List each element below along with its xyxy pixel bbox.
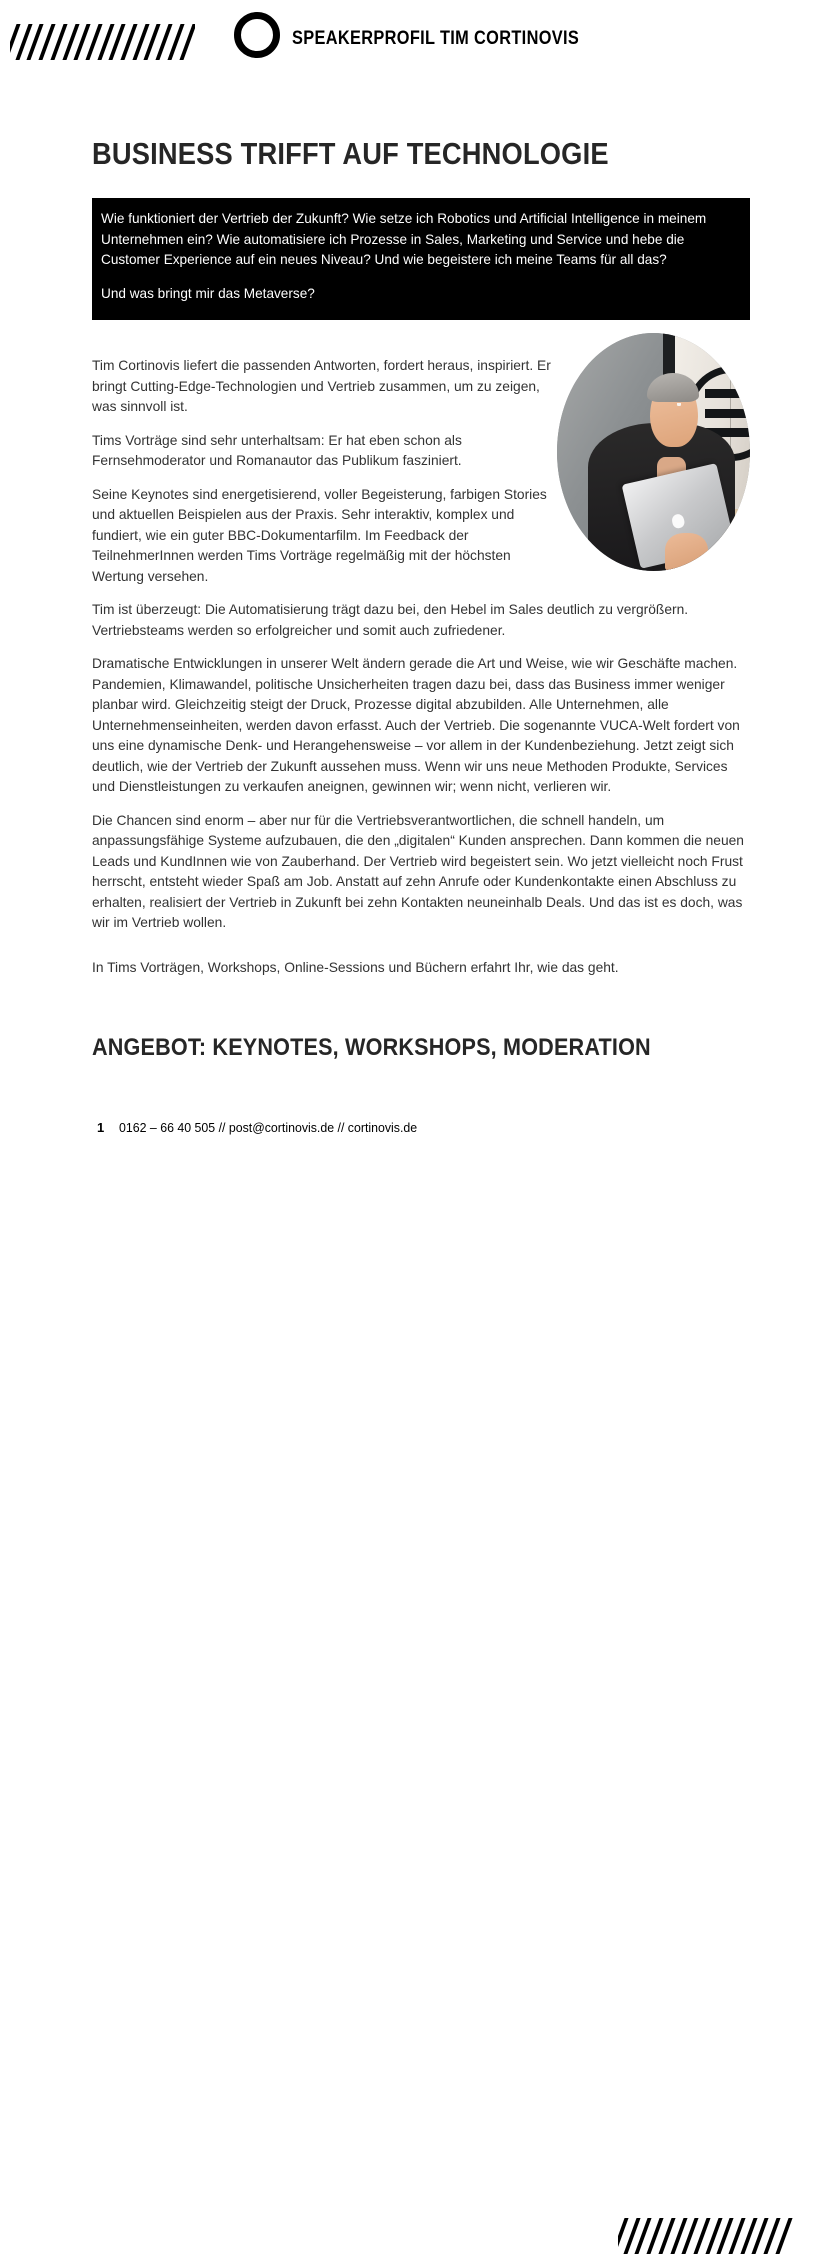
body-paragraph: Dramatische Entwicklungen in unserer Welt ändern gerade die Art und Weise, wie wir Geschäfte machen. Pandemien, Klimawandel, politische Unsicherheiten tragen dazu bei, dass das Business immer weniger planbar wird. Gleichzeitig steigt der Druck, Prozesse digital abzubilden. Alle Unternehmen, alle Unternehmenseinheiten, werden davon erfasst. Auch der Vertrieb. Die sogenannte VUCA-Welt fordert von uns eine dynamische Denk- und Herangehensweise – vor allem in der Kundenbeziehung. Jetzt zeigt sich deutlich, wie der Vertrieb der Zukunft aussehen muss. Wenn wir uns neue Methoden Produkte, Services und Dienstleistungen zu verkaufen aneignen, gewinnen wir; wenn nicht, verlieren wir. bbox=[92, 656, 740, 794]
footer-contact-line: 0162 – 66 40 505 // post@cortinovis.de // cortinovis.de bbox=[119, 1120, 418, 1135]
lead-highlight-box bbox=[92, 198, 750, 320]
offer-section-title: ANGEBOT: KEYNOTES, WORKSHOPS, MODERATION bbox=[92, 1034, 651, 1061]
body-paragraph: Tim ist überzeugt: Die Automatisierung trägt dazu bei, den Hebel im Sales deutlich zu vergrößern. Vertriebsteams werden so erfolgreicher und somit auch zufriedener. bbox=[92, 602, 689, 638]
page-title: SPEAKERPROFIL TIM CORTINOVIS bbox=[292, 28, 580, 49]
lead-paragraph-2: Und was bringt mir das Metaverse? bbox=[101, 285, 315, 301]
document-title: BUSINESS TRIFFT AUF TECHNOLOGIE bbox=[92, 136, 609, 171]
page-footer bbox=[0, 1108, 836, 1182]
body-paragraph-closing: In Tims Vorträgen, Workshops, Online-Sessions und Büchern erfahrt Ihr, wie das geht. bbox=[92, 959, 619, 975]
page-header bbox=[0, 0, 836, 80]
page-number: 1 bbox=[97, 1120, 105, 1135]
slash-pattern-bottom-right bbox=[618, 2218, 798, 2254]
slash-pattern-top-left bbox=[10, 24, 195, 60]
body-paragraph: Seine Keynotes sind energetisierend, voller Begeisterung, farbigen Stories und aktuellen Beispielen aus der Praxis. Sehr interaktiv, komplex und fundiert, wie ein guter BBC-Dokumentarfilm. Im Feedback der TeilnehmerInnen werden Tims Vorträge regelmäßig mit der höchsten Wertung versehen. bbox=[92, 486, 547, 584]
circle-arrow-right-icon bbox=[234, 12, 280, 58]
lead-paragraph-1: Wie funktioniert der Vertrieb der Zukunft? Wie setze ich Robotics und Artificial Intelligence in meinem Unternehmen ein? Wie automatisiere ich Prozesse in Sales, Marketing und Service und hebe die Customer Experience auf ein neues Niveau? Und wie begeistere ich meine Teams für all das? bbox=[101, 211, 707, 267]
body-paragraph: Die Chancen sind enorm – aber nur für die Vertriebsverantwortlichen, die schnell handeln, um anpassungsfähige Systeme aufzubauen, die den „digitalen“ Kunden ansprechen. Dann kommen die neuen Leads und KundInnen wie von Zauberhand. Der Vertrieb wird begeistert sein. Wo jetzt vielleicht noch Frust herrscht, entsteht wieder Spaß am Job. Anstatt auf zehn Anrufe oder Kundenkontakte einen Abschluss zu erhalten, realisiert der Vertrieb in Zukunft bei zehn Kontakten neuneinhalb Deals. Und das ist es doch, was wir im Vertrieb wollen. bbox=[92, 812, 744, 930]
body-copy bbox=[92, 356, 750, 991]
body-paragraph: Tim Cortinovis liefert die passenden Antworten, fordert heraus, inspiriert. Er bringt Cutting-Edge-Technologien und Vertrieb zusammen, um zu zeigen, was sinnvoll ist. bbox=[92, 358, 551, 414]
body-paragraph: Tims Vorträge sind sehr unterhaltsam: Er hat eben schon als Fernsehmoderator und Romanautor das Publikum fasziniert. bbox=[92, 432, 462, 468]
